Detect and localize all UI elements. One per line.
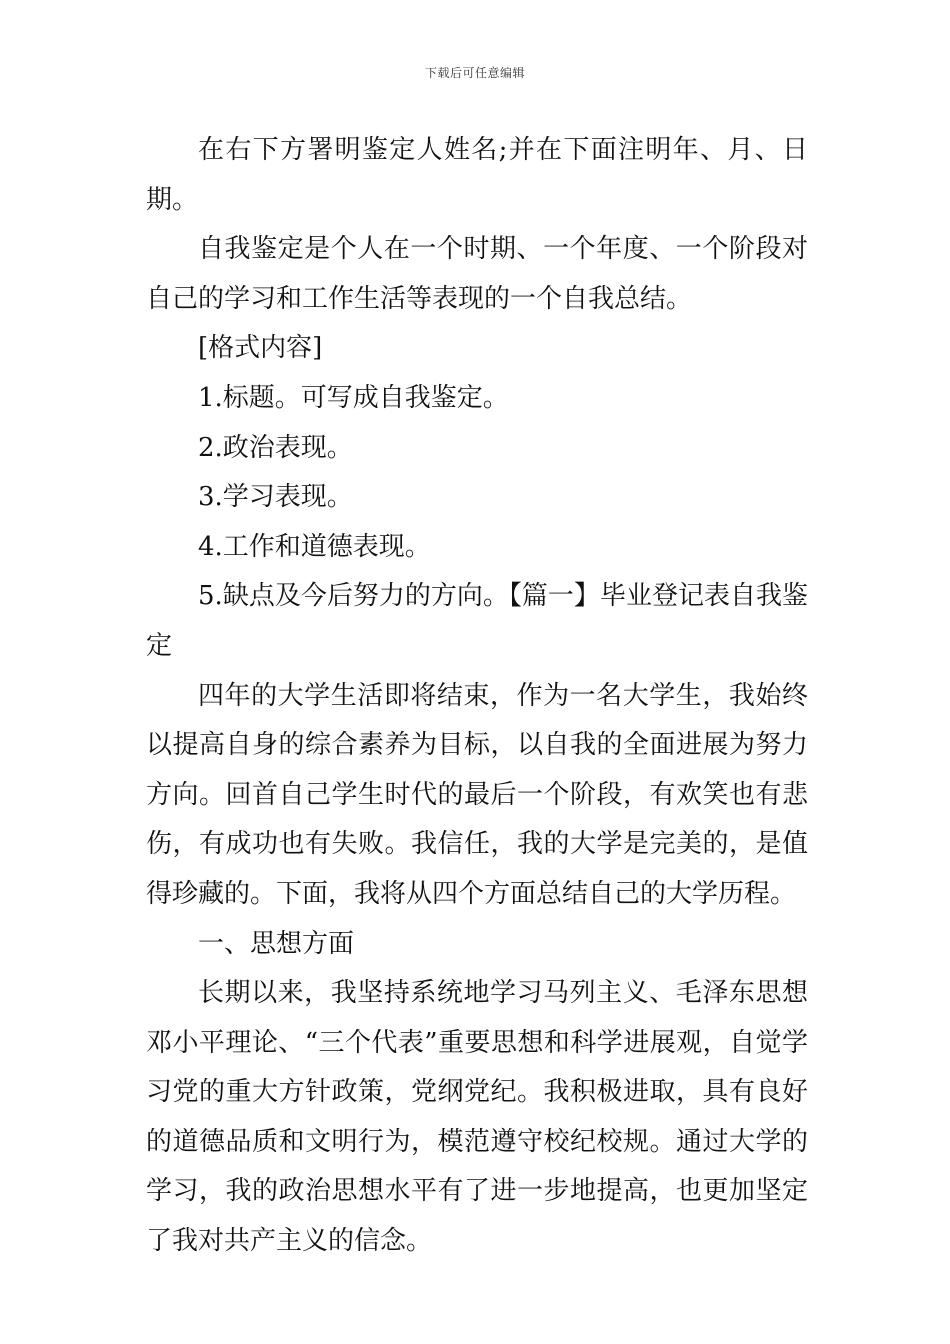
document-body	[146, 126, 808, 1267]
paragraph-signature-note: 在右下方署明鉴定人姓名;并在下面注明年、月、日期。	[146, 135, 808, 215]
paragraph-intro: 四年的大学生活即将结束，作为一名大学生，我始终以提高自身的综合素养为目标，以自我的全面进展为努力方向。回首自己学生时代的最后一个阶段，有欢笑也有悲伤，有成功也有失败。我信任，我的大学是完美的，是值得珍藏的。下面，我将从四个方面总结自己的大学历程。	[146, 680, 808, 909]
list-item-work-ethics: 4.工作和道德表现。	[198, 531, 431, 562]
paragraph-format-heading: [格式内容]	[198, 333, 323, 364]
list-item-title: 1.标题。可写成自我鉴定。	[198, 382, 509, 413]
list-item-shortcomings: 5.缺点及今后努力的方向。【篇一】毕业登记表自我鉴定	[146, 581, 808, 661]
paragraph-definition: 自我鉴定是个人在一个时期、一个年度、一个阶段对自己的学习和工作生活等表现的一个自我总结。	[146, 234, 808, 314]
list-item-study: 3.学习表现。	[198, 482, 353, 513]
page-header	[0, 64, 950, 81]
paragraph-ideology: 长期以来，我坚持系统地学习马列主义、毛泽东思想邓小平理论、“三个代表”重要思想和科学进展观，自觉学习党的重大方针政策，党纲党纪。我积极进取，具有良好的道德品质和文明行为，模范遵守校纪校规。通过大学的学习，我的政治思想水平有了进一步地提高，也更加坚定了我对共产主义的信念。	[146, 978, 808, 1257]
list-item-political: 2.政治表现。	[198, 432, 353, 463]
section-heading-ideology: 一、思想方面	[198, 928, 355, 959]
header-note: 下载后可任意编辑	[424, 66, 525, 80]
